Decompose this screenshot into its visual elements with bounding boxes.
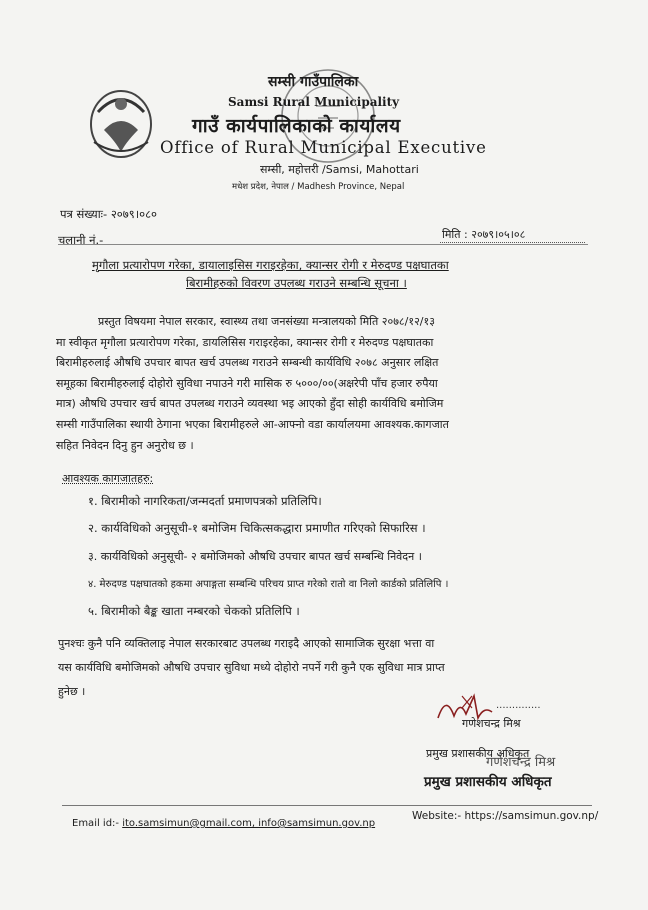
website-link[interactable]: https://samsimun.gov.np/	[464, 810, 599, 822]
body-line: प्रस्तुत विषयमा नेपाल सरकार, स्वास्थ्य तथा जनसंख्या मन्त्रालयको मिति २०७८/१२/१३	[98, 315, 435, 328]
municipality-name-english: Samsi Rural Municipality	[228, 95, 400, 109]
note-line: हुनेछ ।	[58, 685, 86, 698]
note-line: यस कार्यविधि बमोजिमको औषधि उपचार सुविधा मध्ये दोहोरो नपर्ने गरी कुनै एक सुविधा मात्र प्राप्त	[58, 661, 445, 674]
letter-date: मिति : २०७९।०५।०८	[442, 228, 526, 241]
signatory-title: प्रमुख प्रशासकीय अधिकृत	[426, 747, 530, 760]
municipality-name-nepali: सम्सी गाउँपालिका	[268, 74, 359, 90]
email-address-link[interactable]: ito.samsimun@gmail.com, info@samsimun.gov.np	[122, 818, 376, 829]
date-underline	[440, 242, 585, 243]
office-name-english: Office of Rural Municipal Executive	[160, 138, 487, 157]
signature-dotted-line: ..............	[496, 700, 541, 711]
name-stamp: गणेशचन्द्र मिश्र	[486, 755, 556, 770]
list-item: ५. बिरामीको बैङ्क खाता नम्बरको चेकको प्रतिलिपि ।	[88, 604, 300, 618]
body-paragraph	[56, 312, 591, 456]
body-line: सहित निवेदन दिनु हुन अनुरोध छ ।	[56, 438, 194, 452]
office-province: मधेश प्रदेश, नेपाल / Madhesh Province, Nepal	[232, 182, 405, 192]
list-item: १. बिरामीको नागरिकता/जन्मदर्ता प्रमाणपत्रको प्रतिलिपि।	[88, 494, 322, 508]
list-item: ४. मेरुदण्ड पक्षघातको हकमा अपाङ्गता सम्बन्धि परिचय प्राप्त गरेको रातो वा निलो कार्डको प्रतिलिपि ।	[88, 579, 449, 590]
dispatch-number: चलानी नं.-	[58, 233, 104, 247]
email-label: Email id:-	[72, 818, 120, 829]
body-line: सम्सी गाउँपालिका स्थायी ठेगाना भएका बिरामीहरुले आ-आफ्नो वडा कार्यालयमा आवश्यक.कागजात	[56, 417, 449, 431]
postscript-note	[58, 632, 593, 704]
letter-reference-number: पत्र संख्याः- २०७९।०८०	[60, 207, 158, 221]
office-name-nepali: गाउँ कार्यपालिकाको कार्यालय	[192, 115, 401, 137]
list-item: ३. कार्यविधिको अनुसूची- २ बमोजिमको औषधि उपचार बापत खर्च सम्बन्धि निवेदन ।	[88, 550, 422, 563]
nepal-emblem-icon	[86, 82, 156, 162]
signatory-name: गणेशचन्द्र मिश्र	[462, 717, 521, 730]
footer-website	[412, 810, 598, 822]
body-line: मा स्वीकृत मृगौला प्रत्यारोपण गरेका, डायलिसिस गराइरहेका, क्यान्सर रोगी र मेरुदण्ड पक्षघातका	[56, 335, 434, 349]
body-line: बिरामीहरुलाई औषधि उपचार बापत खर्च उपलब्ध गराउने सम्बन्धी कार्यविधि २०७८ अनुसार लक्षित	[56, 356, 439, 370]
required-documents-heading: आवश्यक कागजातहरु:	[62, 472, 154, 485]
note-line: पुनश्चः कुनै पनि व्यक्तिलाइ नेपाल सरकारबाट उपलब्ध गराइदै आएको सामाजिक सुरक्षा भत्ता वा	[58, 637, 435, 650]
body-line: समूहका बिरामीहरुलाई दोहोरो सुविधा नपाउने गरी मासिक रु ५०००/००(अक्षरेपी पाँच हजार रुपैया	[56, 376, 438, 390]
subject-line-2: बिरामीहरुको विवरण उपलब्ध गराउने सम्बन्धि सूचना ।	[186, 276, 407, 290]
website-label: Website:-	[412, 810, 462, 822]
office-address: सम्सी, महोत्तरी /Samsi, Mahottari	[260, 163, 419, 176]
footer-divider	[62, 805, 592, 806]
footer-email	[72, 818, 375, 829]
header-divider	[58, 244, 588, 245]
body-line: मात्र) औषधि उपचार खर्च बापत उपलब्ध गराउने व्यवस्था भइ आएको हुँदा सोही कार्यविधि बमोजिम	[56, 397, 444, 411]
subject-line-1: मृगौला प्रत्यारोपण गरेका, डायालाइसिस गराइरहेका, क्यान्सर रोगी र मेरुदण्ड पक्षघातका	[92, 258, 449, 272]
designation-stamp: प्रमुख प्रशासकीय अधिकृत	[424, 774, 552, 790]
list-item: २. कार्यविधिको अनुसूची-१ बमोजिम चिकित्सकद्धारा प्रमाणीत गरिएको सिफारिस ।	[88, 521, 426, 535]
